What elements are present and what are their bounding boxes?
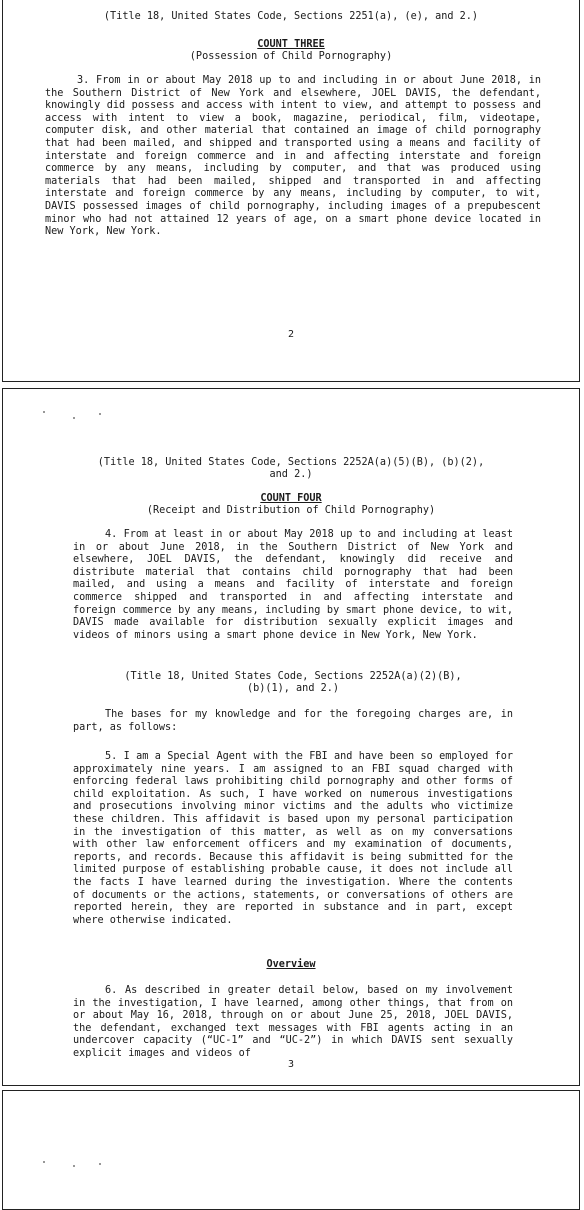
scan-speck <box>73 1165 75 1167</box>
scan-speck <box>73 417 75 419</box>
overview-heading: Overview <box>266 959 316 970</box>
document-page-next <box>2 1090 580 1210</box>
scan-speck <box>43 1161 45 1163</box>
statute-citation-2-cont: (b)(1), and 2.) <box>246 683 339 694</box>
statute-citation-cont: and 2.) <box>269 469 313 480</box>
statute-citation: (Title 18, United States Code, Sections 2251(a), (e), and 2.) <box>103 11 479 22</box>
statute-citation-2: (Title 18, United States Code, Sections 2252A(a)(2)(B), <box>124 671 462 682</box>
paragraph-6: 6. As described in greater detail below, based on my involvement in the investigation, I have learned, among other things, that from on or about May 16, 2018, through on or about June 25, 2018, JOEL DAVIS, the defendant, exchanged text messages with FBI agents acting in an undercover capacity (“UC-1” and “UC-2”) in which DAVIS sent sexually explicit images and videos of <box>73 985 513 1059</box>
count-title: COUNT FOUR <box>260 493 322 504</box>
bases-paragraph: The bases for my knowledge and for the foregoing charges are, in part, as follows: <box>73 709 513 733</box>
paragraph-4: 4. From at least in or about May 2018 up to and including at least in or about June 2018, in the Southern District of New York and elsewhere, JOEL DAVIS, the defendant, knowingly did receive and distribute material that contains child pornography that had been mailed, and using a means and facility of interstate and foreign commerce shipped and transported in and affecting interstate and foreign commerce by any means, including by smart phone device, to wit, DAVIS made available for distribution sexually explicit images and videos of minors using a smart phone device in New York, New York. <box>73 529 513 641</box>
statute-citation: (Title 18, United States Code, Sections 2252A(a)(5)(B), (b)(2), <box>97 457 485 468</box>
scan-speck <box>99 413 101 415</box>
scan-speck <box>43 411 45 413</box>
count-title: COUNT THREE <box>257 39 325 50</box>
page-number: 3 <box>287 1059 295 1070</box>
document-page-2 <box>2 0 580 382</box>
scan-speck <box>99 1163 101 1165</box>
document-page-3 <box>2 388 580 1086</box>
page-number: 2 <box>287 329 295 340</box>
paragraph-5: 5. I am a Special Agent with the FBI and have been so employed for approximately nine years. I am assigned to an FBI squad charged with enforcing federal laws prohibiting child pornography and other forms of child exploitation. As such, I have worked on numerous investigations and prosecutions involving minor victims and the adults who victimize these children. This affidavit is based upon my personal participation in the investigation of this matter, as well as on my conversations with other law enforcement officers and my examination of documents, reports, and records. Because this affidavit is being submitted for the limited purpose of establishing probable cause, it does not include all the facts I have learned during the investigation. Where the contents of documents or the actions, statements, or conversations of others are reported herein, they are reported in substance and in part, except where otherwise indicated. <box>73 751 513 926</box>
paragraph-3: 3. From in or about May 2018 up to and including in or about June 2018, in the Southern District of New York and elsewhere, JOEL DAVIS, the defendant, knowingly did possess and access with intent to view, and attempt to possess and access with intent to view a book, magazine, periodical, film, videotape, computer disk, and other material that contained an image of child pornography that had been mailed, and shipped and transported using a means and facility of interstate and foreign commerce and in and affecting interstate and foreign commerce by any means, including by computer, and that was produced using materials that had been mailed, shipped and transported in and affecting interstate and foreign commerce by any means, including by computer, to wit, DAVIS possessed images of child pornography, including images of a prepubescent minor who had not attained 12 years of age, on a smart phone device located in New York, New York. <box>45 75 541 238</box>
count-subtitle: (Possession of Child Pornography) <box>189 51 393 62</box>
count-subtitle: (Receipt and Distribution of Child Pornography) <box>146 505 436 516</box>
